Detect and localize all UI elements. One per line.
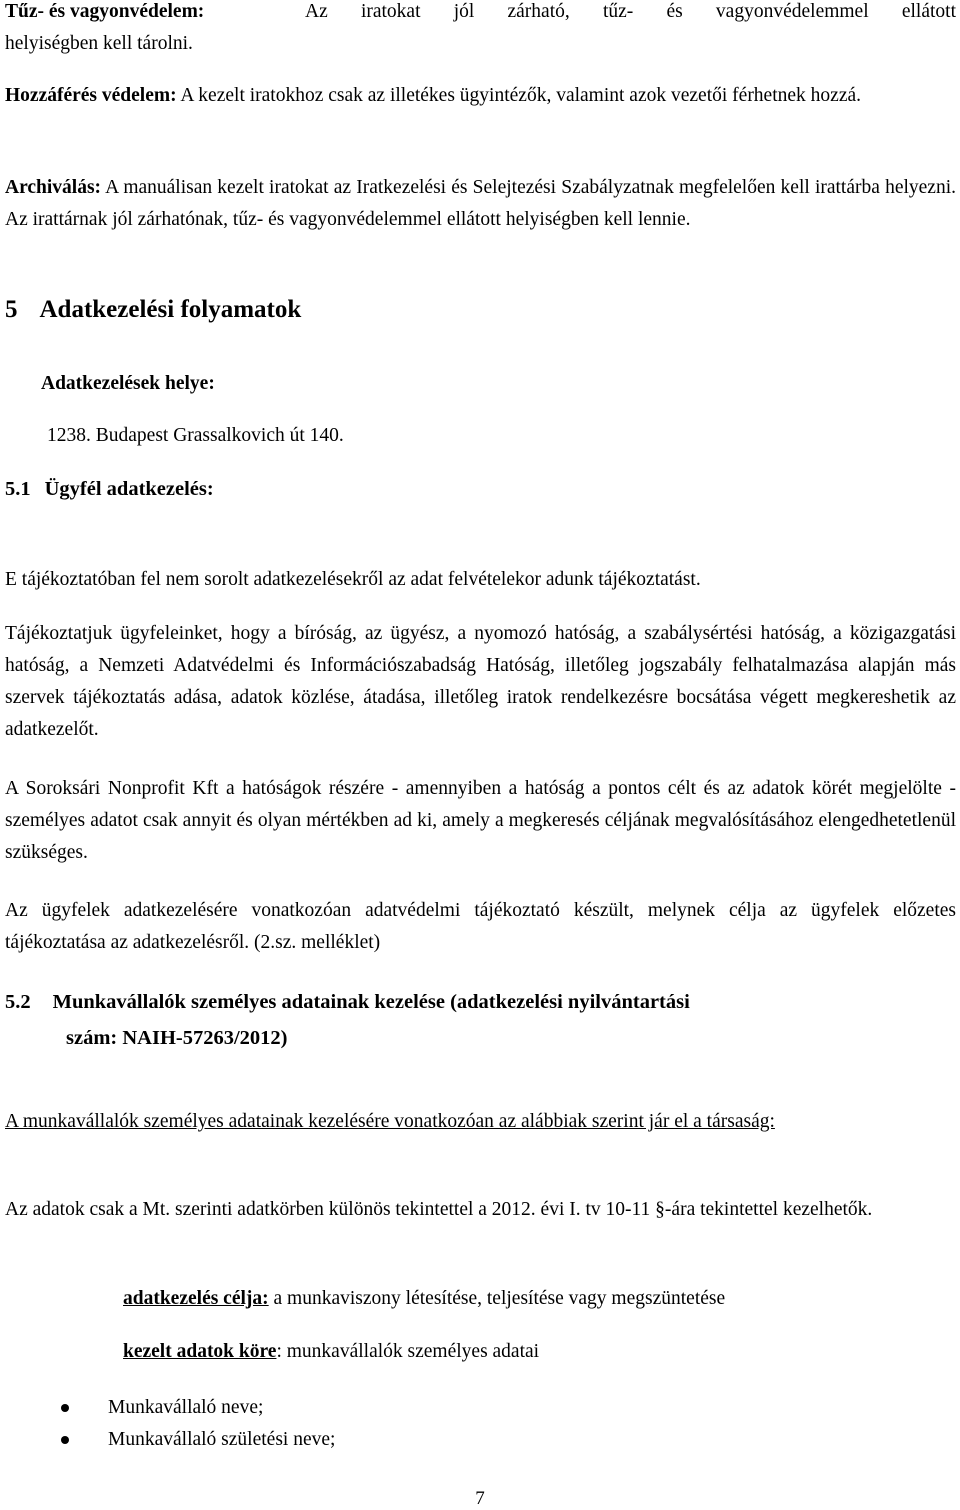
access-protection-paragraph	[5, 80, 956, 112]
section-5-2-intro: A munkavállalók személyes adatainak kezelésére vonatkozóan az alábbiak szerint jár el a társaság:	[5, 1111, 775, 1132]
section-5-2-heading	[5, 984, 956, 1056]
processing-location-label: Adatkezelések helye:	[41, 373, 215, 394]
access-protection-label: Hozzáférés védelem:	[5, 85, 177, 106]
section-5-title: Adatkezelési folyamatok	[39, 296, 302, 323]
fire-protection-label: Tűz- és vagyonvédelem:	[5, 1, 205, 22]
archiving-text: A manuálisan kezelt iratokat az Iratkezelési és Selejtezési Szabályzatnak megfelelően kell irattárba helyezni. Az irattárnak jól zárhatónak, tűz- és vagyonvédelemmel ellátott helyiségben kell lennie.	[5, 177, 956, 230]
section-5-2-title-line2: szám: NAIH-57263/2012)	[66, 1027, 288, 1049]
archiving-paragraph	[5, 172, 956, 236]
bullet-icon	[61, 1436, 69, 1444]
section-5-1-heading	[5, 478, 956, 501]
section-5-1-para-3: A Soroksári Nonprofit Kft a hatóságok részére - amennyiben a hatóság a pontos célt és az adatok körét megjelölte - személyes adatot csak annyit és olyan mértékben ad ki, amely a megkeresés céljának megvalósításához elengedhetetlenül szükséges.	[5, 778, 956, 863]
section-5-2-number: 5.2	[5, 991, 31, 1013]
processing-purpose-label: adatkezelés célja:	[123, 1288, 269, 1309]
fire-protection-text: Az iratokat jól zárható, tűz- és vagyonvédelemmel ellátott	[305, 1, 956, 22]
processing-purpose-text: a munkaviszony létesítése, teljesítése vagy megszüntetése	[268, 1288, 726, 1309]
page-number: 7	[475, 1488, 485, 1509]
processed-data-scope-text: : munkavállalók személyes adatai	[276, 1341, 540, 1362]
processing-purpose	[123, 1283, 956, 1315]
section-5-2-title-line1: Munkavállalók személyes adatainak kezelése (adatkezelési nyilvántartási	[52, 991, 690, 1013]
processed-data-scope-label: kezelt adatok köre	[123, 1341, 277, 1362]
section-5-1-title: Ügyfél adatkezelés:	[44, 478, 214, 500]
section-5-1-para-4: Az ügyfelek adatkezelésére vonatkozóan adatvédelmi tájékoztató készült, melynek célja az ügyfelek előzetes tájékoztatása az adatkezelésről. (2.sz. melléklet)	[5, 900, 956, 953]
list-item: Munkavállaló születési neve;	[5, 1424, 956, 1456]
section-5-heading	[5, 296, 956, 324]
processing-location-value: 1238. Budapest Grassalkovich út 140.	[47, 425, 344, 446]
employee-data-list	[5, 1392, 956, 1456]
section-5-1-para-2: Tájékoztatjuk ügyfeleinket, hogy a bíróság, az ügyész, a nyomozó hatóság, a szabálysértési hatóság, a közigazgatási hatóság, a Nemzeti Adatvédelmi és Információszabadság Hatóság, illetőleg jogszabály felhatalmazása alapján más szervek tájékoztatás adása, adatok közlése, átadása, illetőleg iratok rendelkezésre bocsátása végett megkereshetik az adatkezelőt.	[5, 623, 956, 740]
section-5-1-para-1: E tájékoztatóban fel nem sorolt adatkezelésekről az adat felvételekor adunk tájékoztatást.	[5, 569, 701, 590]
list-item: Munkavállaló neve;	[5, 1392, 956, 1424]
fire-protection-text-cont: helyiségben kell tárolni.	[5, 33, 193, 54]
archiving-label: Archiválás:	[5, 177, 102, 198]
section-5-1-number: 5.1	[5, 478, 31, 500]
section-5-2-para-1: Az adatok csak a Mt. szerinti adatkörben különös tekintettel a 2012. évi I. tv 10-11 §-ára tekintettel kezelhetők.	[5, 1199, 873, 1220]
processed-data-scope	[123, 1336, 956, 1368]
access-protection-text: A kezelt iratokhoz csak az illetékes ügyintézők, valamint azok vezetői férhetnek hozzá.	[176, 85, 862, 106]
section-5-number: 5	[5, 296, 18, 323]
bullet-icon	[61, 1404, 69, 1412]
